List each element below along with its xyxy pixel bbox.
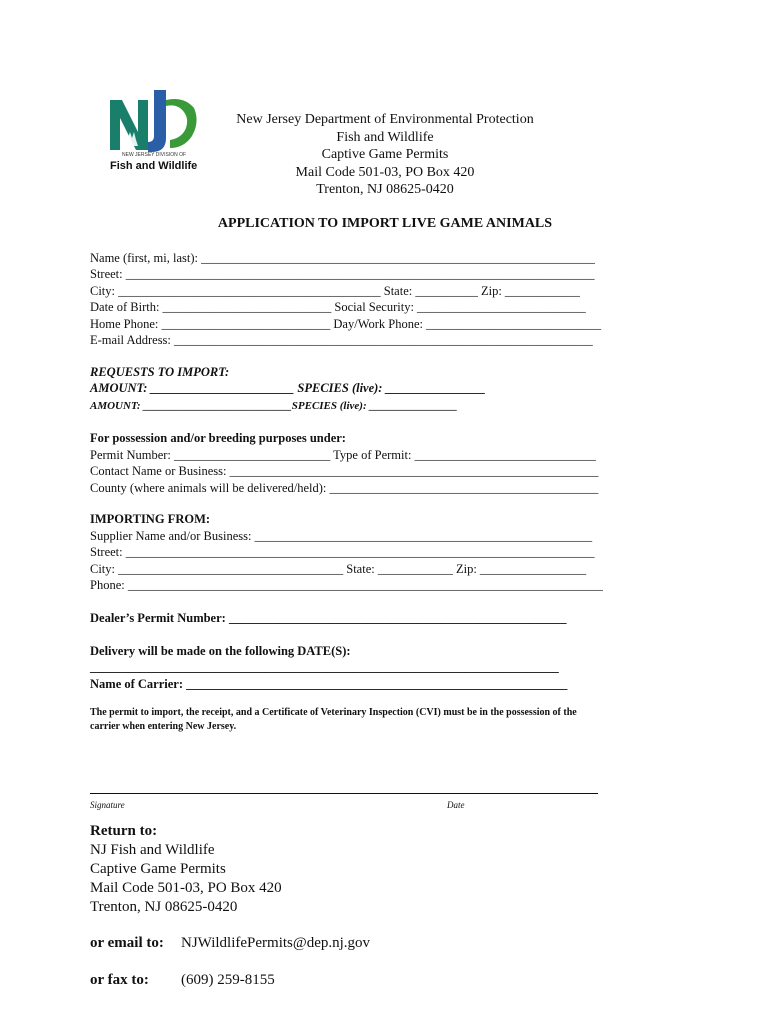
header-line: Mail Code 501-03, PO Box 420 [295, 164, 475, 180]
header-line: New Jersey Department of Environmental Protection [236, 112, 534, 127]
contact-field[interactable]: Contact Name or Business: ___________________________________________________________ [90, 464, 599, 478]
notice-line-2: carrier when entering New Jersey. [90, 721, 237, 732]
return-line: Trenton, NJ 08625-0420 [90, 899, 238, 915]
form-title: APPLICATION TO IMPORT LIVE GAME ANIMALS [217, 216, 553, 231]
supplier-phone-field[interactable]: Phone: ____________________________________________________________________________ [90, 578, 603, 592]
notice-line-1: The permit to import, the receipt, and a Certificate of Veterinary Inspection (CVI) must be in the possession of the [90, 707, 577, 718]
fax-number: (609) 259-8155 [181, 972, 275, 988]
request-row-2[interactable]: AMOUNT: ___________________________SPECIES (live): ________________ [90, 400, 458, 412]
dob-ssn-field[interactable]: Date of Birth: ___________________________ Social Security: ___________________________ [90, 300, 586, 314]
return-heading: Return to: [90, 823, 158, 839]
street-field[interactable]: Street: ___________________________________________________________________________ [90, 267, 595, 281]
email-field[interactable]: E-mail Address: ___________________________________________________________________ [90, 333, 593, 347]
possession-heading: For possession and/or breeding purposes under: [90, 431, 346, 445]
carrier-field[interactable]: Name of Carrier: _____________________________________________________________ [90, 677, 568, 691]
agency-header [200, 111, 570, 199]
city-state-zip-field[interactable]: City: __________________________________________ State: __________ Zip: ____________ [90, 284, 580, 298]
header-line: Fish and Wildlife [336, 129, 434, 145]
fax-label: or fax to: [90, 972, 149, 988]
dealer-permit-field[interactable]: Dealer’s Permit Number: ______________________________________________________ [90, 611, 567, 625]
date-label: Date [447, 800, 465, 810]
signature-line[interactable] [90, 793, 598, 794]
supplier-field[interactable]: Supplier Name and/or Business: ______________________________________________________ [90, 529, 593, 543]
phone-field[interactable]: Home Phone: ___________________________ Day/Work Phone: ____________________________ [90, 317, 602, 331]
request-row-1[interactable]: AMOUNT: _______________________ SPECIES (live): ________________ [90, 381, 486, 395]
return-line: NJ Fish and Wildlife [90, 842, 215, 858]
header-line: Trenton, NJ 08625-0420 [316, 182, 454, 197]
email-label: or email to: [90, 935, 164, 951]
return-line: Captive Game Permits [90, 861, 226, 877]
importing-heading: IMPORTING FROM: [90, 512, 211, 526]
permit-number-field[interactable]: Permit Number: _________________________ Type of Permit: _____________________________ [90, 448, 596, 462]
delivery-date-field[interactable]: ___________________________________________________________________________ [90, 660, 559, 674]
requests-heading: REQUESTS TO IMPORT: [90, 365, 230, 379]
logo-small-text: NEW JERSEY DIVISION OF [122, 152, 187, 158]
county-field[interactable]: County (where animals will be delivered/held): ___________________________________________ [90, 481, 599, 495]
delivery-date-label: Delivery will be made on the following DATE(S): [90, 644, 351, 658]
nj-fish-wildlife-logo [108, 86, 204, 178]
logo-wordmark: Fish and Wildlife [110, 160, 198, 172]
name-field[interactable]: Name (first, mi, last): _______________________________________________________________ [90, 251, 595, 265]
return-line: Mail Code 501-03, PO Box 420 [90, 880, 282, 896]
signature-label: Signature [90, 800, 125, 810]
email-link[interactable]: NJWildlifePermits@dep.nj.gov [181, 935, 371, 951]
supplier-street-field[interactable]: Street: ___________________________________________________________________________ [90, 545, 595, 559]
supplier-city-field[interactable]: City: ____________________________________ State: ____________ Zip: _________________ [90, 562, 587, 576]
header-line: Captive Game Permits [321, 147, 449, 162]
